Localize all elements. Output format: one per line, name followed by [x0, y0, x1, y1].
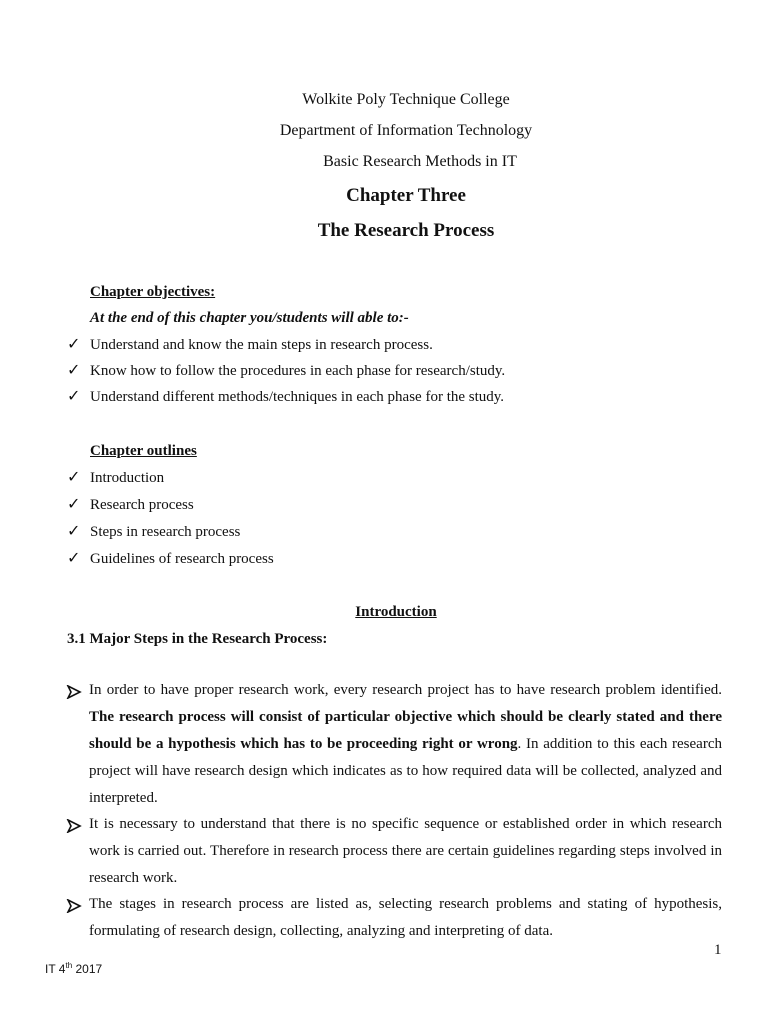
checkmark-icon: ✓	[67, 386, 81, 405]
bullet-text: In order to have proper research work, every research project has to have research problem identified.	[89, 682, 722, 698]
objectives-intro: At the end of this chapter you/students will able to:-	[90, 310, 409, 326]
outline-item: Guidelines of research process	[90, 551, 274, 567]
bullet-paragraph: The stages in research process are listed as, selecting research problems and stating of hypothesis, formulating of research design, collecting, analyzing and interpreting of data.	[89, 896, 722, 939]
chapter-number: Chapter Three	[346, 185, 466, 206]
objectives-heading: Chapter objectives:	[90, 284, 216, 300]
outlines-heading: Chapter outlines	[90, 443, 197, 459]
outline-item: Research process	[90, 497, 194, 513]
outline-item: Introduction	[90, 470, 165, 486]
objective-item: Understand different methods/techniques in each phase for the study.	[90, 389, 505, 405]
college-name: Wolkite Poly Technique College	[302, 91, 510, 108]
section-subheading: 3.1 Major Steps in the Research Process:	[67, 631, 328, 647]
checkmark-icon: ✓	[67, 334, 81, 353]
checkmark-icon: ✓	[67, 360, 81, 379]
footer-superscript: th	[65, 961, 73, 970]
checkmark-icon: ✓	[67, 494, 81, 513]
footer-year: 2017	[72, 962, 103, 976]
checkmark-icon: ✓	[67, 521, 81, 540]
department-name: Department of Information Technology	[279, 122, 533, 139]
footer	[45, 961, 102, 976]
bullet-paragraph: It is necessary to understand that there is no specific sequence or established order in which research work is carried out. Therefore in research process there are certain guidelines regarding steps involved in research work.	[89, 816, 722, 886]
arrow-bullet-icon	[66, 819, 82, 833]
arrow-bullet-icon	[66, 685, 82, 699]
page-number: 1	[714, 942, 722, 958]
outline-item: Steps in research process	[90, 524, 241, 540]
bullet-bold-text: The research process will consist of particular objective which should be clearly stated and there should be a hypothesis which has to be proceeding right or wrong	[89, 709, 722, 752]
objective-item: Know how to follow the procedures in each phase for research/study.	[90, 363, 506, 379]
course-name: Basic Research Methods in IT	[323, 153, 517, 170]
footer-label: IT 4	[45, 962, 66, 976]
bullet-text: . In addition to this each research project will have research design which indicates as to how required data will be collected, analyzed and interpreted.	[89, 736, 722, 806]
checkmark-icon: ✓	[67, 467, 81, 486]
section-heading: Introduction	[355, 604, 437, 620]
chapter-title: The Research Process	[317, 220, 495, 241]
checkmark-icon: ✓	[67, 548, 81, 567]
arrow-bullet-icon	[66, 899, 82, 913]
bullet-paragraph	[89, 677, 722, 812]
objective-item: Understand and know the main steps in research process.	[90, 337, 433, 353]
